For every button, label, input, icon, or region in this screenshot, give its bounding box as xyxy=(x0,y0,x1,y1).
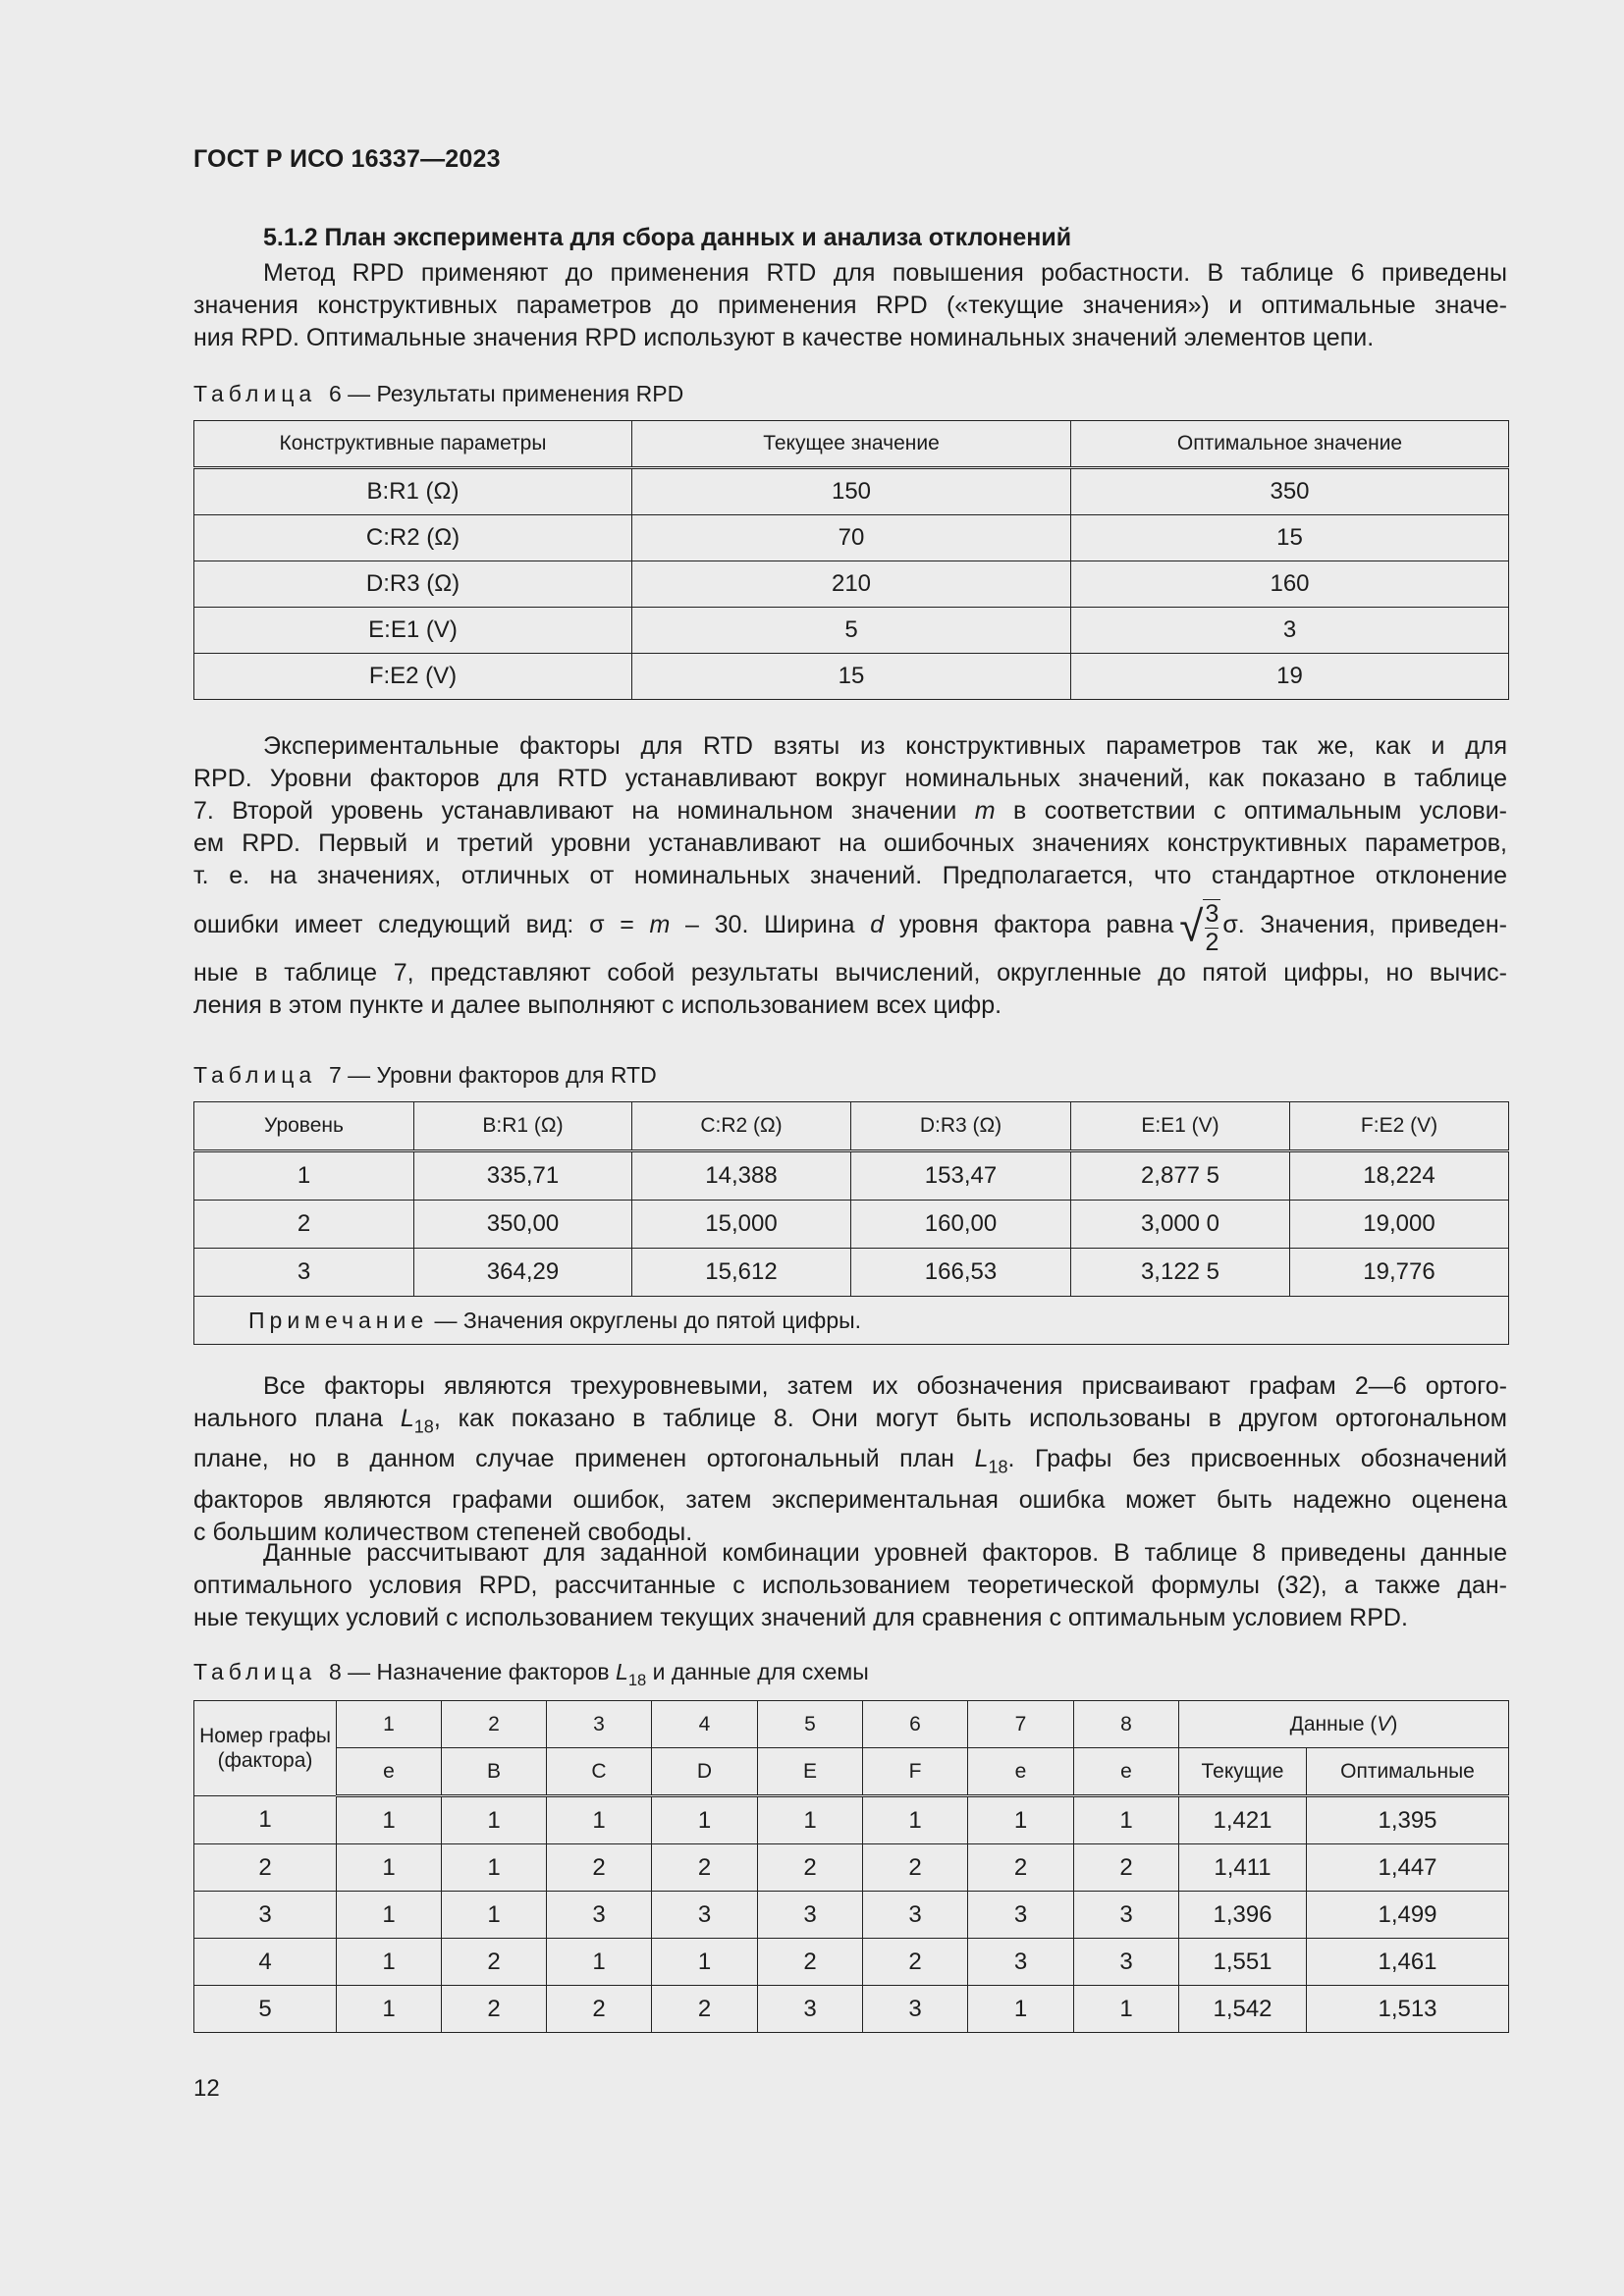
text-line: ния RPD. Оптимальные значения RPD используют в качестве номинальных значений элементов цепи. xyxy=(193,324,1375,351)
text-line: RPD. Уровни факторов для RTD устанавливают вокруг номинальных значений, как показано в таблице xyxy=(193,765,1507,792)
column-header: B:R1 (Ω) xyxy=(414,1102,632,1151)
table-cell: 2,877 5 xyxy=(1071,1151,1290,1201)
table-cell: 2 xyxy=(758,1939,863,1986)
table-cell: 18,224 xyxy=(1290,1151,1509,1201)
page-number: 12 xyxy=(193,2075,220,2102)
table-cell: 160 xyxy=(1071,561,1509,608)
table-cell: 1 xyxy=(968,1796,1074,1844)
table-note: Примечание — Значения округлены до пятой цифры. xyxy=(194,1297,1509,1345)
column-header: e xyxy=(1074,1748,1179,1796)
column-header: C:R2 (Ω) xyxy=(632,1102,851,1151)
column-header: Оптимальное значение xyxy=(1071,421,1509,468)
table-cell: 1,396 xyxy=(1179,1892,1307,1939)
text-line: Экспериментальные факторы для RTD взяты из конструктивных параметров так же, как и для xyxy=(263,732,1507,760)
table8-body xyxy=(194,1796,1509,2033)
table-cell: 3 xyxy=(547,1892,652,1939)
table-cell: 150 xyxy=(632,468,1071,515)
table-cell: 1 xyxy=(547,1939,652,1986)
column-header: D xyxy=(652,1748,758,1796)
table-cell: 3 xyxy=(652,1892,758,1939)
table-row xyxy=(194,468,1509,515)
table-row xyxy=(194,654,1509,700)
column-header: 3 xyxy=(547,1701,652,1748)
table-cell: 2 xyxy=(652,1986,758,2033)
table-cell: 364,29 xyxy=(414,1249,632,1297)
column-header: D:R3 (Ω) xyxy=(851,1102,1071,1151)
table-cell: 2 xyxy=(758,1844,863,1892)
table-cell: 2 xyxy=(442,1986,547,2033)
table-cell: 210 xyxy=(632,561,1071,608)
column-header: Текущее значение xyxy=(632,421,1071,468)
text-line: Данные рассчитывают для заданной комбинации уровней факторов. В таблице 8 приведены данные xyxy=(263,1539,1507,1567)
table-cell: 1,551 xyxy=(1179,1939,1307,1986)
table-cell: 1 xyxy=(337,1986,442,2033)
table-cell: 2 xyxy=(1074,1844,1179,1892)
table-cell: 15,612 xyxy=(632,1249,851,1297)
column-header: E:E1 (V) xyxy=(1071,1102,1290,1151)
table-cell: 1 xyxy=(337,1796,442,1844)
table-cell: 2 xyxy=(547,1844,652,1892)
text-line: ные текущих условий с использованием текущих значений для сравнения с оптимальным условием RPD. xyxy=(193,1604,1408,1631)
table-cell: 5 xyxy=(632,608,1071,654)
table-cell: 15,000 xyxy=(632,1201,851,1249)
table-cell: 15 xyxy=(1071,515,1509,561)
table-cell: 1 xyxy=(442,1844,547,1892)
table-cell: 1 xyxy=(652,1796,758,1844)
table-cell: 1 xyxy=(194,1151,414,1201)
table-cell: 3 xyxy=(863,1892,968,1939)
column-header: Конструктивные параметры xyxy=(194,421,632,468)
text-line: нального плана $L_{18}$, как показано в таблице 8. Они могут быть использованы в другом ортогональном xyxy=(193,1405,1507,1437)
table-cell: 1 xyxy=(337,1939,442,1986)
table-cell: 19,000 xyxy=(1290,1201,1509,1249)
text-line: значения конструктивных параметров до применения RPD («текущие значения») и оптимальные значе- xyxy=(193,292,1507,319)
table-cell: 3 xyxy=(758,1892,863,1939)
text-line: 7. Второй уровень устанавливают на номинальном значении m в соответствии с оптимальным услови- xyxy=(193,797,1507,825)
table-cell: 14,388 xyxy=(632,1151,851,1201)
paragraph-rpd-intro xyxy=(193,257,1507,354)
table6-rpd-results xyxy=(193,420,1509,700)
column-header: 2 xyxy=(442,1701,547,1748)
table-cell: 1,411 xyxy=(1179,1844,1307,1892)
table-cell: 3,122 5 xyxy=(1071,1249,1290,1297)
text-line: плане, но в данном случае применен ортогональный план $L_{18}$. Графы без присвоенных обозначений xyxy=(193,1445,1507,1477)
table-cell: 3 xyxy=(1074,1939,1179,1986)
section-heading: 5.1.2 План эксперимента для сбора данных и анализа отклонений xyxy=(263,224,1072,251)
column-header: F xyxy=(863,1748,968,1796)
column-header: Текущие xyxy=(1179,1748,1307,1796)
table-row xyxy=(194,1939,1509,1986)
text-line: факторов являются графами ошибок, затем экспериментальная ошибка может быть надежно оценена xyxy=(193,1485,1507,1514)
table-cell: 1 xyxy=(1074,1986,1179,2033)
table-cell: 3 xyxy=(1071,608,1509,654)
table-cell: 2 xyxy=(442,1939,547,1986)
table-row xyxy=(194,1249,1509,1297)
column-header: Оптимальные xyxy=(1307,1748,1509,1796)
table-cell: 1,447 xyxy=(1307,1844,1509,1892)
table-cell: 1 xyxy=(758,1796,863,1844)
table-cell: 15 xyxy=(632,654,1071,700)
text-line: ем RPD. Первый и третий уровни устанавливают на ошибочных значениях конструктивных параметров, xyxy=(193,829,1507,857)
table-cell: 1,499 xyxy=(1307,1892,1509,1939)
table-cell: 1 xyxy=(194,1796,337,1844)
table-cell: 2 xyxy=(863,1939,968,1986)
table-cell: 1 xyxy=(442,1892,547,1939)
text-line: ления в этом пункте и далее выполняют с использованием всех цифр. xyxy=(193,991,1002,1019)
table8-caption: Таблица 8 — Назначение факторов $L_{18}$ и данные для схемы xyxy=(193,1659,869,1689)
table-cell: 335,71 xyxy=(414,1151,632,1201)
column-header: F:E2 (V) xyxy=(1290,1102,1509,1151)
table-cell: 160,00 xyxy=(851,1201,1071,1249)
table-header-row xyxy=(194,421,1509,468)
table-cell: 2 xyxy=(547,1986,652,2033)
table-row xyxy=(194,1844,1509,1892)
text-line: т. е. на значениях, отличных от номинальных значений. Предполагается, что стандартное отклонение xyxy=(193,862,1507,889)
table-row xyxy=(194,608,1509,654)
table-row xyxy=(194,1151,1509,1201)
text-line: Все факторы являются трехуровневыми, затем их обозначения присваивают графам 2—6 ортого- xyxy=(263,1372,1507,1400)
table-cell: 2 xyxy=(194,1844,337,1892)
table-cell: 153,47 xyxy=(851,1151,1071,1201)
table-cell: 1,395 xyxy=(1307,1796,1509,1844)
table-cell: 2 xyxy=(863,1844,968,1892)
table-cell: 1,513 xyxy=(1307,1986,1509,2033)
column-header: Уровень xyxy=(194,1102,414,1151)
table7-factor-levels xyxy=(193,1101,1509,1345)
table-cell: 1 xyxy=(968,1986,1074,2033)
column-header: E xyxy=(758,1748,863,1796)
table-cell: 166,53 xyxy=(851,1249,1071,1297)
table-cell: 1 xyxy=(652,1939,758,1986)
column-header: 7 xyxy=(968,1701,1074,1748)
table-row xyxy=(194,1892,1509,1939)
table-cell: D:R3 (Ω) xyxy=(194,561,632,608)
table-cell: 1,542 xyxy=(1179,1986,1307,2033)
table-cell: 2 xyxy=(968,1844,1074,1892)
table-cell: 3 xyxy=(758,1986,863,2033)
table-cell: 1,461 xyxy=(1307,1939,1509,1986)
text-line-formula: ошибки имеет следующий вид: σ = m – 30. Ширина d уровня фактора равна √ $\frac{3}{2}$ σ. Значения, приведен- xyxy=(193,892,1507,957)
table-cell: 1 xyxy=(337,1844,442,1892)
table6-caption: Таблица 6 — Результаты применения RPD xyxy=(193,381,684,406)
column-header: Номер графы (фактора) xyxy=(194,1701,337,1796)
table-cell: 1 xyxy=(863,1796,968,1844)
text-line: ные в таблице 7, представляют собой результаты вычислений, округленные до пятой цифры, но вычис- xyxy=(193,959,1507,987)
text-line: Метод RPD применяют до применения RTD для повышения робастности. В таблице 6 приведены xyxy=(263,259,1507,287)
table-cell: 2 xyxy=(194,1201,414,1249)
table-cell: 70 xyxy=(632,515,1071,561)
table-cell: 1 xyxy=(337,1892,442,1939)
table-cell: 3 xyxy=(968,1892,1074,1939)
table-cell: 3,000 0 xyxy=(1071,1201,1290,1249)
paragraph-orthogonal-plan xyxy=(193,1370,1507,1549)
table-cell: C:R2 (Ω) xyxy=(194,515,632,561)
sqrt-fraction: √ $\frac{3}{2}$ xyxy=(1179,899,1219,956)
table-cell: 1 xyxy=(547,1796,652,1844)
table8-factor-assignment xyxy=(193,1700,1509,2033)
column-header: B xyxy=(442,1748,547,1796)
column-header: e xyxy=(968,1748,1074,1796)
table-cell: E:E1 (V) xyxy=(194,608,632,654)
column-header: C xyxy=(547,1748,652,1796)
document-header: ГОСТ Р ИСО 16337—2023 xyxy=(193,145,501,173)
table-row xyxy=(194,1986,1509,2033)
table-header-row xyxy=(194,1102,1509,1151)
table-cell: 5 xyxy=(194,1986,337,2033)
column-header: 4 xyxy=(652,1701,758,1748)
text-line: с большим количеством степеней свободы. xyxy=(193,1518,693,1546)
column-header: 5 xyxy=(758,1701,863,1748)
table-cell: 3 xyxy=(863,1986,968,2033)
column-header: 1 xyxy=(337,1701,442,1748)
table-row xyxy=(194,1796,1509,1844)
table-note-row xyxy=(194,1297,1509,1345)
text-line: оптимального условия RPD, рассчитанные с использованием теоретической формулы (32), а также дан- xyxy=(193,1572,1507,1599)
table-cell: 350 xyxy=(1071,468,1509,515)
table-header-row xyxy=(194,1701,1509,1748)
paragraph-data-calc xyxy=(193,1537,1507,1634)
column-header: 6 xyxy=(863,1701,968,1748)
table-cell: 3 xyxy=(968,1939,1074,1986)
table-cell: F:E2 (V) xyxy=(194,654,632,700)
paragraph-rtd-factors xyxy=(193,730,1507,1022)
table-row xyxy=(194,1201,1509,1249)
column-header: e xyxy=(337,1748,442,1796)
table-cell: 3 xyxy=(194,1249,414,1297)
table-cell: 1 xyxy=(442,1796,547,1844)
table-cell: 19,776 xyxy=(1290,1249,1509,1297)
table-cell: 3 xyxy=(194,1892,337,1939)
table-row xyxy=(194,515,1509,561)
table-cell: 3 xyxy=(1074,1892,1179,1939)
column-header: 8 xyxy=(1074,1701,1179,1748)
table-row xyxy=(194,561,1509,608)
table-cell: 4 xyxy=(194,1939,337,1986)
table-cell: 19 xyxy=(1071,654,1509,700)
table-cell: 350,00 xyxy=(414,1201,632,1249)
column-header-data: Данные (V) xyxy=(1179,1701,1509,1748)
table-header-row xyxy=(194,1748,1509,1796)
table-cell: 1 xyxy=(1074,1796,1179,1844)
table-cell: 2 xyxy=(652,1844,758,1892)
table-cell: 1,421 xyxy=(1179,1796,1307,1844)
table-cell: B:R1 (Ω) xyxy=(194,468,632,515)
table7-caption: Таблица 7 — Уровни факторов для RTD xyxy=(193,1062,657,1088)
